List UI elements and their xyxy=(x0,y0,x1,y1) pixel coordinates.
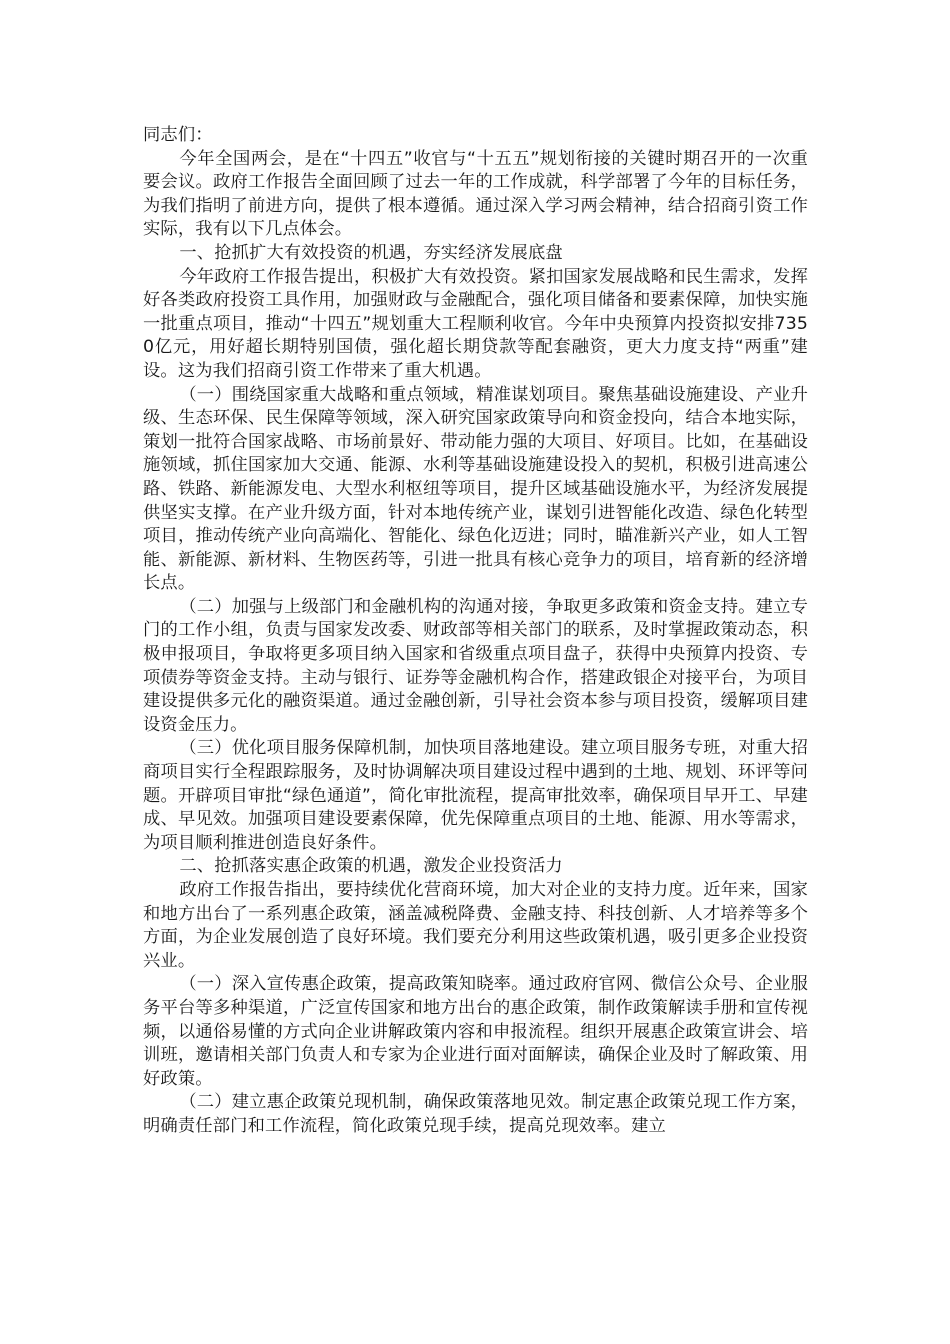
section-heading-1: 一、抢抓扩大有效投资的机遇，夯实经济发展底盘 xyxy=(179,242,563,263)
body-paragraph: 今年政府工作报告提出，积极扩大有效投资。紧扣国家发展战略和民生需求，发挥好各类政府投资工具作用，加强财政与金融配合，强化项目储备和要素保障，加快实施一批重点项目，推动“十四五”规划重大工程顺利收官。今年中央预算内投资拟安排7350亿元，用好超长期特别国债，强化超长期贷款等配套融资，更大力度支持“两重”建设。这为我们招商引资工作带来了重大机遇。 xyxy=(143,266,808,381)
body-paragraph: 政府工作报告指出，要持续优化营商环境，加大对企业的支持力度。近年来，国家和地方出台了一系列惠企政策，涵盖减税降费、金融支持、科技创新、人才培养等多个方面，为企业发展创造了良好环境。我们要充分利用这些政策机遇，吸引更多企业投资兴业。 xyxy=(143,880,808,971)
body-paragraph: （三）优化项目服务保障机制，加快项目落地建设。建立项目服务专班，对重大招商项目实行全程跟踪服务，及时协调解决项目建设过程中遇到的土地、规划、环评等问题。开辟项目审批“绿色通道”，简化审批流程，提高审批效率，确保项目早开工、早建成、早见效。加强项目建设要素保障，优先保障重点项目的土地、能源、用水等需求，为项目顺利推进创造良好条件。 xyxy=(143,738,808,853)
body-paragraph: （一）深入宣传惠企政策，提高政策知晓率。通过政府官网、微信公众号、企业服务平台等多种渠道，广泛宣传国家和地方出台的惠企政策，制作政策解读手册和宣传视频，以通俗易懂的方式向企业讲解政策内容和申报流程。组织开展惠企政策宣讲会、培训班，邀请相关部门负责人和专家为企业进行面对面解读，确保企业及时了解政策、用好政策。 xyxy=(143,974,808,1089)
intro-paragraph: 今年全国两会，是在“十四五”收官与“十五五”规划衔接的关键时期召开的一次重要会议。政府工作报告全面回顾了过去一年的工作成就，科学部署了今年的目标任务，为我们指明了前进方向，提供了根本遵循。通过深入学习两会精神，结合招商引资工作实际，我有以下几点体会。 xyxy=(143,148,808,240)
body-paragraph: （二）加强与上级部门和金融机构的沟通对接，争取更多政策和资金支持。建立专门的工作小组，负责与国家发改委、财政部等相关部门的联系，及时掌握政策动态，积极申报项目，争取将更多项目纳入国家和省级重点项目盘子，获得中央预算内投资、专项债券等资金支持。主动与银行、证券等金融机构合作，搭建政银企对接平台，为项目建设提供多元化的融资渠道。通过金融创新，引导社会资本参与项目投资，缓解项目建设资金压力。 xyxy=(143,596,808,735)
section-heading-2: 二、抢抓落实惠企政策的机遇，激发企业投资活力 xyxy=(179,856,563,877)
salutation: 同志们： xyxy=(143,125,213,145)
document-body xyxy=(143,124,808,1139)
body-paragraph: （一）围绕国家重大战略和重点领域，精准谋划项目。聚焦基础设施建设、产业升级、生态环保、民生保障等领域，深入研究国家政策导向和资金投向，结合本地实际，策划一批符合国家战略、市场前景好、带动能力强的大项目、好项目。比如，在基础设施领域，抓住国家加大交通、能源、水利等基础设施建设投入的契机，积极引进高速公路、铁路、新能源发电、大型水利枢纽等项目，提升区域基础设施水平，为经济发展提供坚实支撑。在产业升级方面，针对本地传统产业，谋划引进智能化改造、绿色化转型项目，推动传统产业向高端化、智能化、绿色化迈进；同时，瞄准新兴产业，如人工智能、新能源、新材料、生物医药等，引进一批具有核心竞争力的项目，培育新的经济增长点。 xyxy=(143,384,808,594)
body-paragraph: （二）建立惠企政策兑现机制，确保政策落地见效。制定惠企政策兑现工作方案，明确责任部门和工作流程，简化政策兑现手续，提高兑现效率。建立 xyxy=(143,1092,808,1136)
